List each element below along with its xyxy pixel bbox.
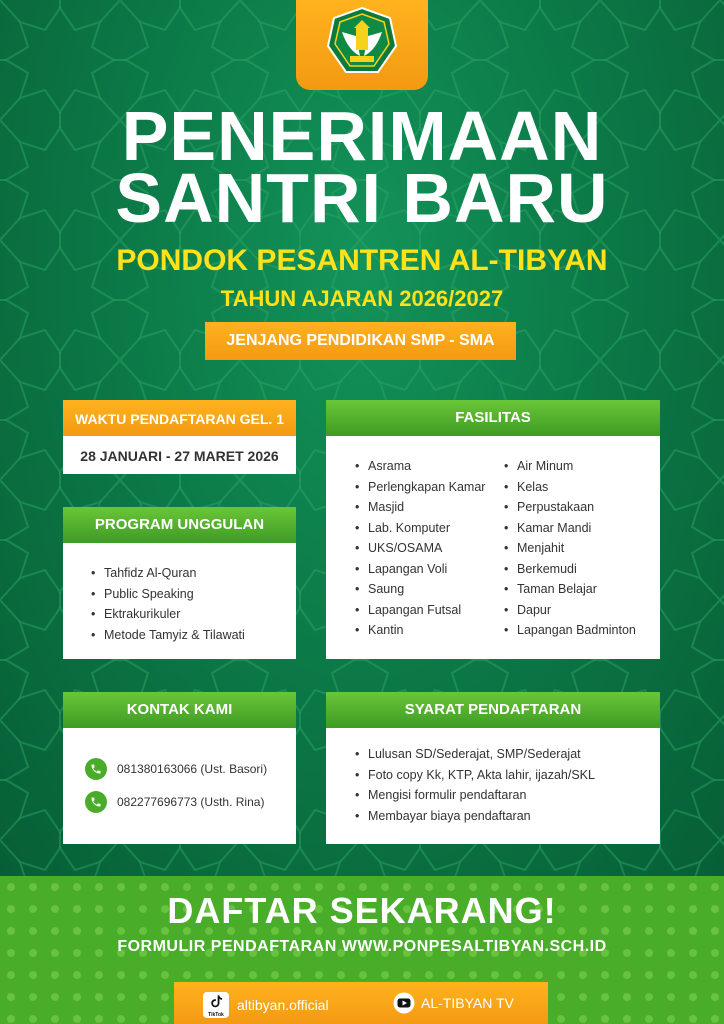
tiktok-handle: altibyan.official	[237, 997, 329, 1013]
list-item: • Dapur	[504, 600, 636, 621]
academic-year: TAHUN AJARAN 2026/2027	[220, 286, 504, 311]
requirements-title: SYARAT PENDAFTARAN	[326, 692, 660, 728]
list-item: • Membayar biaya pendaftaran	[355, 806, 595, 827]
list-item: • Air Minum	[504, 456, 636, 477]
youtube-channel: AL-TIBYAN TV	[421, 995, 514, 1011]
registration-dates: 28 JANUARI - 27 MARET 2026	[63, 436, 296, 474]
school-emblem-icon	[326, 6, 398, 80]
registration-period-label: WAKTU PENDAFTARAN GEL. 1	[63, 400, 296, 436]
phone-icon	[85, 791, 107, 813]
tiktok-icon-caption: TikTok	[208, 1012, 224, 1018]
programs-card	[63, 543, 296, 659]
facilities-list-left	[355, 456, 485, 641]
headline-line-1: PENERIMAAN	[121, 97, 603, 175]
headline-line-2: SANTRI BARU	[115, 159, 609, 237]
facilities-card	[326, 436, 660, 659]
register-now-cta: DAFTAR SEKARANG!	[167, 890, 557, 931]
list-item: • Perlengkapan Kamar	[355, 477, 485, 498]
list-item: • Kantin	[355, 620, 485, 641]
education-level-banner: JENJANG PENDIDIKAN SMP - SMA	[205, 322, 516, 360]
list-item: • Kamar Mandi	[504, 518, 636, 539]
contact-item-2[interactable]	[85, 791, 264, 813]
contact-title: KONTAK KAMI	[63, 692, 296, 728]
list-item: • Menjahit	[504, 538, 636, 559]
list-item: • Lapangan Futsal	[355, 600, 485, 621]
contact-phone-2: 082277696773 (Usth. Rina)	[117, 795, 265, 809]
list-item: • Berkemudi	[504, 559, 636, 580]
list-item: • Metode Tamyiz & Tilawati	[91, 625, 245, 646]
tiktok-icon	[203, 992, 229, 1018]
list-item: • Lapangan Voli	[355, 559, 485, 580]
list-item: • Mengisi formulir pendaftaran	[355, 785, 595, 806]
list-item: • Lulusan SD/Sederajat, SMP/Sederajat	[355, 744, 595, 765]
list-item: • Perpustakaan	[504, 497, 636, 518]
list-item: • Saung	[355, 579, 485, 600]
programs-title: PROGRAM UNGGULAN	[63, 507, 296, 543]
youtube-icon	[393, 992, 417, 1014]
list-item: • Asrama	[355, 456, 485, 477]
tiktok-link[interactable]	[203, 992, 329, 1018]
requirements-list	[355, 744, 595, 826]
list-item: • Foto copy Kk, KTP, Akta lahir, ijazah/SKL	[355, 765, 595, 786]
facilities-list-right	[504, 456, 636, 641]
requirements-card	[326, 728, 660, 844]
school-name: PONDOK PESANTREN AL-TIBYAN	[116, 244, 608, 277]
list-item: • Tahfidz Al-Quran	[91, 563, 245, 584]
phone-icon	[85, 758, 107, 780]
list-item: • Kelas	[504, 477, 636, 498]
youtube-link[interactable]	[393, 992, 514, 1014]
list-item: • Public Speaking	[91, 584, 245, 605]
registration-form-link[interactable]: FORMULIR PENDAFTARAN WWW.PONPESALTIBYAN.SCH.ID	[117, 938, 607, 955]
list-item: • Taman Belajar	[504, 579, 636, 600]
list-item: • Ektrakurikuler	[91, 604, 245, 625]
contact-card	[63, 728, 296, 844]
facilities-title: FASILITAS	[326, 400, 660, 436]
contact-phone-1: 081380163066 (Ust. Basori)	[117, 762, 268, 776]
programs-list	[91, 563, 245, 645]
list-item: • UKS/OSAMA	[355, 538, 485, 559]
contact-item-1[interactable]	[85, 758, 267, 780]
list-item: • Masjid	[355, 497, 485, 518]
list-item: • Lapangan Badminton	[504, 620, 636, 641]
list-item: • Lab. Komputer	[355, 518, 485, 539]
